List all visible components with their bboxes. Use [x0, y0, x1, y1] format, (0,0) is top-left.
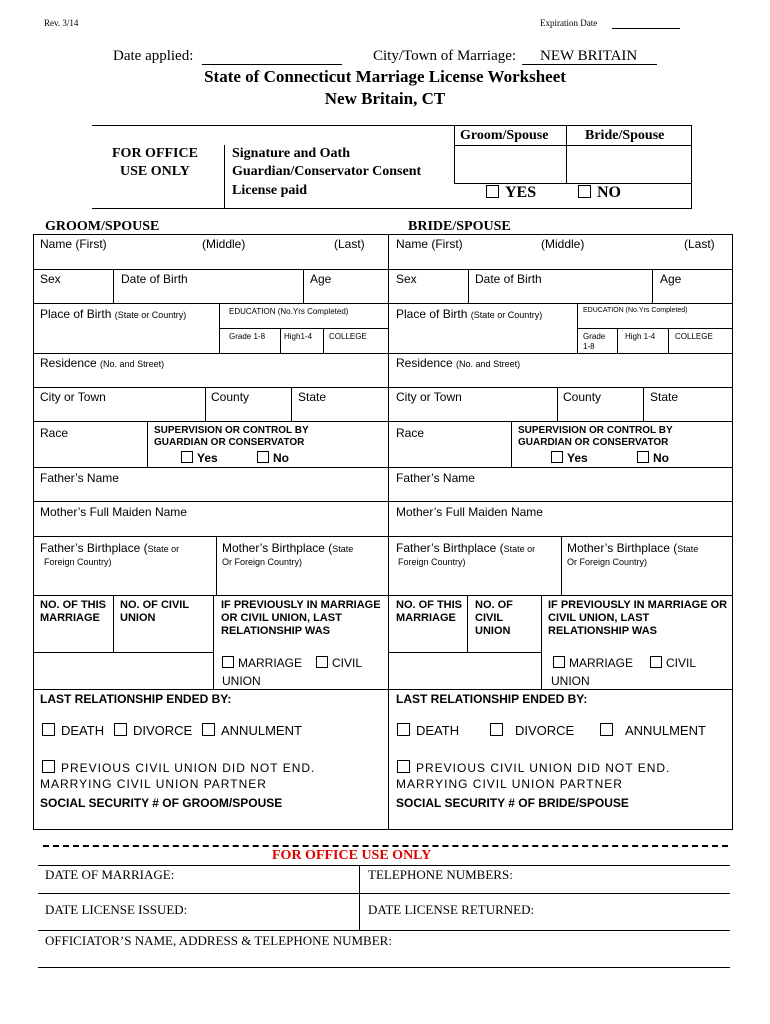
bride-father-name-field[interactable]: Father’s Name — [396, 471, 475, 485]
license-paid-label: License paid — [232, 183, 308, 198]
bride-supervision-label: SUPERVISION OR CONTROL BY GUARDIAN OR CONSERVATOR — [518, 425, 673, 448]
bride-residence-field[interactable]: Residence (No. and Street) — [396, 356, 521, 370]
groom-spouse-header: Groom/Spouse — [460, 128, 549, 143]
bride-death-checkbox[interactable]: DEATH — [397, 723, 459, 738]
office-box-top — [92, 125, 692, 126]
date-license-returned-field[interactable]: DATE LICENSE RETURNED: — [368, 902, 535, 917]
no-checkbox[interactable]: NO — [578, 184, 621, 202]
groom-education-label: EDUCATION (No.Yrs Completed) — [229, 307, 349, 316]
officiator-field[interactable]: OFFICIATOR’S NAME, ADDRESS & TELEPHONE NUMBER: — [45, 933, 392, 948]
bride-middle-label: (Middle) — [541, 237, 585, 251]
bride-last-label: (Last) — [684, 237, 715, 251]
bride-prev-marriage-checkbox[interactable]: MARRIAGE — [553, 656, 633, 670]
city-town-line — [522, 64, 657, 65]
groom-sex-field[interactable]: Sex — [40, 272, 61, 286]
groom-mother-birthplace-field[interactable]: Mother’s Birthplace (State — [222, 541, 354, 555]
bride-pob-field[interactable]: Place of Birth (State or Country) — [396, 307, 543, 321]
bride-if-previously-label: IF PREVIOUSLY IN MARRIAGE OR CIVIL UNION, LAST RELATIONSHIP WAS — [548, 599, 728, 637]
date-applied-label: Date applied: — [113, 48, 194, 64]
groom-college-field[interactable]: COLLEGE — [329, 332, 367, 341]
groom-marrying-partner-label: MARRYING CIVIL UNION PARTNER — [40, 777, 267, 791]
groom-union-label: UNION — [222, 674, 261, 688]
groom-middle-label: (Middle) — [202, 237, 246, 251]
bride-city-field[interactable]: City or Town — [396, 390, 462, 404]
telephone-numbers-field[interactable]: TELEPHONE NUMBERS: — [368, 867, 513, 882]
groom-mother-name-field[interactable]: Mother’s Full Maiden Name — [40, 505, 187, 519]
revision-label: Rev. 3/14 — [44, 18, 79, 28]
groom-pob-field[interactable]: Place of Birth (State or Country) — [40, 307, 187, 321]
groom-father-birthplace-field[interactable]: Father’s Birthplace (State or — [40, 541, 180, 555]
page-title: State of Connecticut Marriage License Worksheet — [204, 67, 566, 86]
groom-death-checkbox[interactable]: DEATH — [42, 723, 104, 738]
date-applied-field[interactable] — [202, 64, 342, 65]
bride-divorce-checkbox[interactable]: DIVORCE — [490, 723, 574, 738]
bride-race-field[interactable]: Race — [396, 426, 425, 440]
groom-supervision-yes-checkbox[interactable]: Yes — [181, 451, 218, 465]
groom-last-label: (Last) — [334, 237, 365, 251]
city-town-value: NEW BRITAIN — [540, 48, 638, 64]
bride-ssn-field[interactable]: SOCIAL SECURITY # OF BRIDE/SPOUSE — [396, 796, 629, 810]
cut-line — [43, 845, 728, 847]
groom-no-marriage-field[interactable]: NO. OF THIS MARRIAGE — [40, 599, 106, 624]
groom-ssn-field[interactable]: SOCIAL SECURITY # OF GROOM/SPOUSE — [40, 796, 283, 810]
groom-prev-civil-union-checkbox[interactable]: PREVIOUS CIVIL UNION DID NOT END. — [42, 760, 315, 775]
bride-dob-field[interactable]: Date of Birth — [475, 272, 542, 286]
groom-age-field[interactable]: Age — [310, 272, 332, 286]
footer-office-title: FOR OFFICE USE ONLY — [272, 848, 432, 863]
bride-no-civil-field[interactable]: NO. OF CIVIL UNION — [475, 599, 513, 637]
groom-father-name-field[interactable]: Father’s Name — [40, 471, 119, 485]
bride-supervision-no-checkbox[interactable]: No — [637, 451, 669, 465]
bride-father-birthplace-field[interactable]: Father’s Birthplace (State or — [396, 541, 536, 555]
groom-if-previously-label: IF PREVIOUSLY IN MARRIAGE OR CIVIL UNION, LAST RELATIONSHIP WAS — [221, 599, 381, 637]
use-only-label: USE ONLY — [120, 164, 190, 179]
bride-age-field[interactable]: Age — [660, 272, 682, 286]
bride-mother-name-field[interactable]: Mother’s Full Maiden Name — [396, 505, 543, 519]
office-box-bottom — [92, 208, 692, 209]
bride-union-label: UNION — [551, 674, 590, 688]
groom-city-field[interactable]: City or Town — [40, 390, 106, 404]
groom-grade-field[interactable]: Grade 1-8 — [229, 332, 266, 341]
bride-last-ended-label: LAST RELATIONSHIP ENDED BY: — [396, 692, 588, 706]
bride-college-field[interactable]: COLLEGE — [675, 332, 713, 341]
groom-county-field[interactable]: County — [211, 390, 250, 404]
bride-annulment-checkbox[interactable]: ANNULMENT — [600, 723, 706, 738]
yes-checkbox[interactable]: YES — [486, 184, 536, 202]
groom-residence-field[interactable]: Residence (No. and Street) — [40, 356, 165, 370]
date-license-issued-field[interactable]: DATE LICENSE ISSUED: — [45, 902, 188, 917]
bride-spouse-header: Bride/Spouse — [585, 128, 665, 143]
bride-high-field[interactable]: High 1-4 — [625, 332, 656, 341]
groom-race-field[interactable]: Race — [40, 426, 69, 440]
groom-name-first-label[interactable]: Name (First) — [40, 237, 107, 251]
bride-grade-field[interactable]: Grade 1-8 — [583, 332, 606, 351]
for-office-label: FOR OFFICE — [112, 146, 198, 161]
bride-father-birthplace-sub: Foreign Country) — [398, 557, 466, 567]
groom-dob-field[interactable]: Date of Birth — [121, 272, 188, 286]
groom-mother-birthplace-sub: Or Foreign Country) — [222, 557, 303, 567]
guardian-consent-label: Guardian/Conservator Consent — [232, 164, 422, 179]
bride-section-title: BRIDE/SPOUSE — [408, 219, 511, 234]
bride-name-first-label[interactable]: Name (First) — [396, 237, 463, 251]
city-town-label: City/Town of Marriage: — [373, 48, 517, 64]
bride-education-label: EDUCATION (No.Yrs Completed) — [583, 307, 688, 314]
bride-prev-civil-checkbox[interactable]: CIVIL — [650, 656, 696, 670]
bride-marrying-partner-label: MARRYING CIVIL UNION PARTNER — [396, 777, 623, 791]
bride-state-field[interactable]: State — [650, 390, 679, 404]
groom-state-field[interactable]: State — [298, 390, 327, 404]
expiration-line[interactable] — [612, 28, 680, 29]
groom-father-birthplace-sub: Foreign Country) — [44, 557, 112, 567]
bride-mother-birthplace-sub: Or Foreign Country) — [567, 557, 648, 567]
bride-prev-civil-union-checkbox[interactable]: PREVIOUS CIVIL UNION DID NOT END. — [397, 760, 670, 775]
groom-supervision-label: SUPERVISION OR CONTROL BY GUARDIAN OR CONSERVATOR — [154, 425, 309, 448]
expiration-label: Expiration Date — [540, 18, 598, 28]
bride-county-field[interactable]: County — [563, 390, 602, 404]
groom-high-field[interactable]: High1-4 — [284, 332, 313, 341]
groom-prev-marriage-checkbox[interactable]: MARRIAGE — [222, 656, 302, 670]
groom-supervision-no-checkbox[interactable]: No — [257, 451, 289, 465]
page-subtitle: New Britain, CT — [324, 89, 446, 108]
groom-prev-civil-checkbox[interactable]: CIVIL — [316, 656, 362, 670]
bride-no-marriage-field[interactable]: NO. OF THIS MARRIAGE — [396, 599, 462, 624]
bride-sex-field[interactable]: Sex — [396, 272, 417, 286]
bride-mother-birthplace-field[interactable]: Mother’s Birthplace (State — [567, 541, 699, 555]
signature-oath-label: Signature and Oath — [232, 146, 350, 161]
groom-last-ended-label: LAST RELATIONSHIP ENDED BY: — [40, 692, 232, 706]
date-of-marriage-field[interactable]: DATE OF MARRIAGE: — [45, 867, 175, 882]
groom-section-title: GROOM/SPOUSE — [45, 219, 160, 234]
groom-no-civil-field[interactable]: NO. OF CIVIL UNION — [120, 599, 189, 624]
groom-divorce-checkbox[interactable]: DIVORCE — [114, 723, 192, 738]
bride-supervision-yes-checkbox[interactable]: Yes — [551, 451, 588, 465]
groom-annulment-checkbox[interactable]: ANNULMENT — [202, 723, 302, 738]
